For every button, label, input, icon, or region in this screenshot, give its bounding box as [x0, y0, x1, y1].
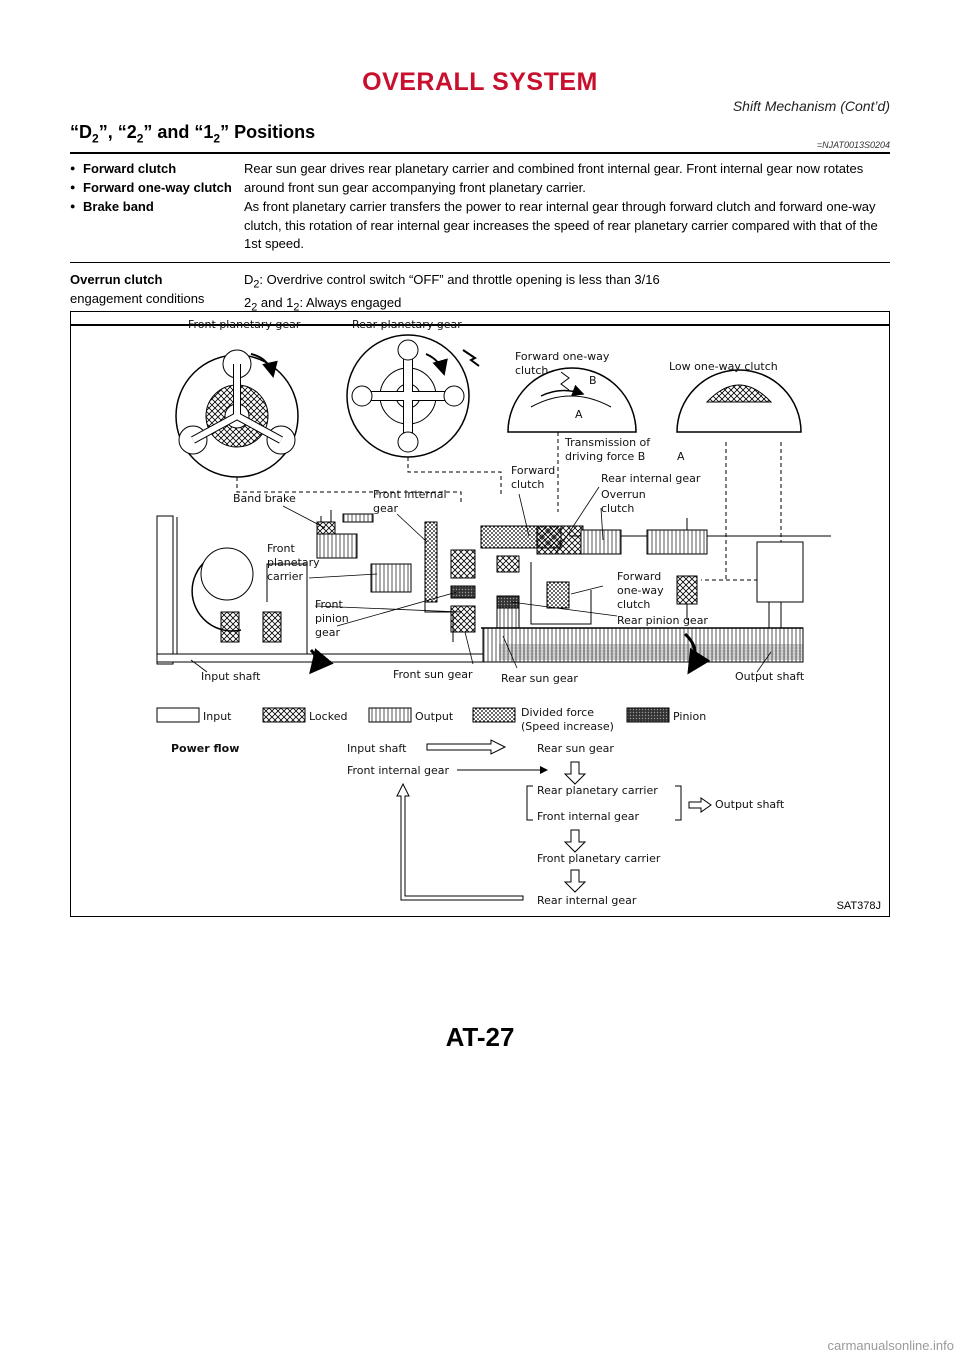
label-forward-clutch-2: clutch	[511, 478, 545, 491]
condition-line-22-12: $2_2$ and $1_2$: Always engaged	[244, 294, 402, 314]
label-forward-one-way-clutch-2: clutch	[515, 364, 549, 377]
label-front-planetary-carrier-2: planetary	[267, 556, 320, 569]
label-low-one-way-clutch: Low one-way clutch	[669, 360, 778, 373]
description-line: As front planetary carrier transfers the power to rear internal gear through forward clutch and forward one-way clutch, this rotation of rear internal gear increases the speed of rear planetary carrier compared with that of the 1st speed.	[244, 198, 878, 252]
front-planetary-gear-drawing	[176, 350, 298, 477]
pf-hollow-arrow	[427, 740, 505, 754]
label-forward-oneway-2-2: one-way	[617, 584, 664, 597]
pf-front-internal-gear: Front internal gear	[347, 764, 450, 777]
engaged-elements-cell	[70, 156, 244, 263]
legend-output: Output	[415, 710, 454, 723]
legend-input: Input	[203, 710, 232, 723]
transmission-diagram	[70, 311, 890, 917]
label-front-pinion-gear-3: gear	[315, 626, 341, 639]
low-one-way-clutch-drawing	[677, 370, 801, 432]
description-cell	[244, 156, 890, 263]
label-forward-clutch-1: Forward	[511, 464, 556, 477]
label-output-shaft: Output shaft	[735, 670, 805, 683]
marker-a: A	[575, 408, 583, 421]
title-rule	[70, 152, 890, 154]
section-code: =NJAT0013S0204	[816, 140, 890, 150]
label-rear-sun-gear: Rear sun gear	[501, 672, 578, 685]
pf-rear-internal-gear: Rear internal gear	[537, 894, 637, 907]
forward-one-way-clutch-drawing	[508, 368, 636, 432]
figure-id: SAT378J	[836, 900, 881, 912]
label-front-pinion-gear-1: Front	[315, 598, 343, 611]
pf-left-bracket	[527, 786, 533, 820]
pf-down-arrow	[565, 870, 585, 892]
label-input-shaft: Input shaft	[201, 670, 261, 683]
section-title: “$D_2$”, “$2_2$” and “$1_2$” Positions	[70, 122, 316, 146]
overrun-label: Overrun clutch	[70, 272, 163, 288]
pf-hollow-arrow-2	[689, 798, 711, 812]
pf-right-bracket	[675, 786, 681, 820]
label-front-planetary-carrier-3: carrier	[267, 570, 303, 583]
label-overrun-clutch-1: Overrun	[601, 488, 646, 501]
label-forward-oneway-2-1: Forward	[617, 570, 662, 583]
pf-down-arrow	[565, 762, 585, 784]
watermark: carmanualsonline.info	[827, 1338, 954, 1353]
label-front-sun-gear: Front sun gear	[393, 668, 473, 681]
list-item: ● Brake band	[70, 198, 238, 217]
legend-locked: Locked	[309, 710, 348, 723]
list-item: ● Forward one-way clutch	[70, 179, 238, 198]
label-band-brake: Band brake	[233, 492, 296, 505]
page-title: OVERALL SYSTEM	[362, 68, 598, 96]
condition-line-d2: $D_2$: Overdrive control switch “OFF” and throttle opening is less than 3/16	[244, 272, 660, 291]
pf-front-planetary-carrier: Front planetary carrier	[537, 852, 661, 865]
page-number: AT-27	[445, 1022, 515, 1052]
label-overrun-clutch-2: clutch	[601, 502, 635, 515]
label-front-planetary-carrier-1: Front	[267, 542, 295, 555]
pf-front-internal-gear-2: Front internal gear	[537, 810, 640, 823]
label-front-planetary-gear: Front planetary gear	[188, 318, 301, 331]
label-forward-oneway-2-3: clutch	[617, 598, 651, 611]
label-transmission-2: driving force B	[565, 450, 646, 463]
power-flow-title: Power flow	[171, 742, 240, 755]
page-subtitle: Shift Mechanism (Cont’d)	[732, 98, 890, 114]
table-row	[70, 156, 890, 263]
list-item: ● Forward clutch	[70, 160, 238, 179]
pf-return-arrow	[397, 784, 523, 900]
marker-b: B	[589, 374, 597, 387]
label-rear-internal-gear: Rear internal gear	[601, 472, 701, 485]
label-transmission-3: A	[677, 450, 685, 463]
label-transmission-1: Transmission of	[565, 436, 651, 449]
overrun-sublabel: engagement conditions	[70, 291, 205, 307]
legend-pinion: Pinion	[673, 710, 707, 723]
legend-divided-1: Divided force	[521, 706, 595, 719]
rear-planetary-gear-drawing	[347, 335, 479, 457]
spec-table	[70, 156, 890, 326]
description-line: Rear sun gear drives rear planetary carrier and combined front internal gear. Front internal gear now rotates around front sun gear accompanying front planetary carrier.	[244, 161, 864, 195]
power-flow	[171, 740, 785, 907]
pf-down-arrow	[565, 830, 585, 852]
label-rear-pinion-gear: Rear pinion gear	[617, 614, 708, 627]
legend	[157, 706, 706, 733]
legend-divided-2: (Speed increase)	[521, 720, 614, 733]
engaged-elements-list	[70, 160, 238, 217]
pf-output-shaft: Output shaft	[715, 798, 785, 811]
pf-rear-planetary-carrier: Rear planetary carrier	[537, 784, 658, 797]
label-front-internal-gear-1: Front internal	[373, 488, 447, 501]
pf-rear-sun-gear: Rear sun gear	[537, 742, 614, 755]
pf-input-shaft: Input shaft	[347, 742, 407, 755]
label-front-pinion-gear-2: pinion	[315, 612, 349, 625]
label-forward-one-way-clutch-1: Forward one-way	[515, 350, 610, 363]
label-rear-planetary-gear: Rear planetary gear	[352, 318, 462, 331]
label-front-internal-gear-2: gear	[373, 502, 399, 515]
diagram-svg	[71, 312, 889, 916]
transmission-cross-section	[157, 510, 831, 664]
